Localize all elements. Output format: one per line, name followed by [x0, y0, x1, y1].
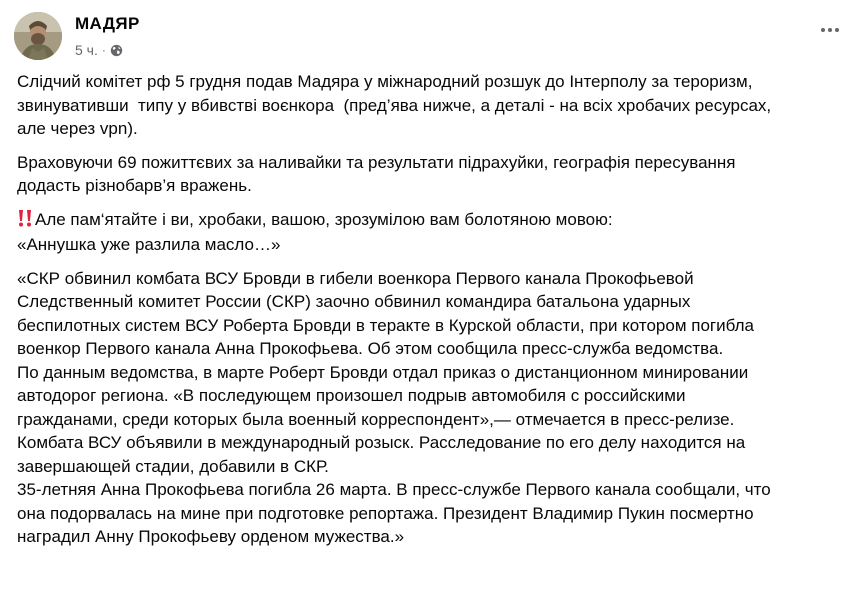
more-horizontal-icon[interactable]	[816, 20, 844, 40]
meta-separator: ·	[101, 43, 106, 57]
warning-text: Але пам‘ятайте і ви, хробаки, вашою, зрозумілою вам болотяною мовою: «Аннушка уже разлила масло…»	[17, 209, 613, 254]
post-quote: «СКР обвинил комбата ВСУ Бровди в гибели военкора Первого канала Прокофьевой Следственный комитет России (СКР) заочно обвинил командира батальона ударных беспилотных систем ВСУ Роберта Бровди в теракте в Курской области, при котором погибла военкор Первого канала Анна Прокофьева. Об этом сообщила пресс-служба ведомства. По данным ведомства, в марте Роберт Бровди отдал приказ о дистанционном минировании автодорог региона. «В последующем произошел подрыв автомобиля с российскими гражданами, среди которых была военный корреспондент»,— отмечается в пресс-релизе. Комбата ВСУ объявили в международный розыск. Расследование по его делу находится на завершающей стадии, добавили в СКР. 35-летняя Анна Прокофьева погибла 26 марта. В пресс-службе Первого канала сообщали, что она подорвалась на мине при подготовке репортажа. Президент Владимир Пукин посмертно наградил Анну Прокофьеву орденом мужества.»	[17, 268, 771, 546]
avatar-image	[14, 12, 62, 60]
post-timestamp[interactable]: 5 ч.	[75, 42, 98, 58]
post-text	[17, 70, 847, 559]
post-paragraph: Враховуючи 69 пожиттєвих за наливайки та результати підрахуйки, географія пересування додасть різнобарв’я вражень.	[17, 152, 736, 195]
avatar[interactable]	[14, 12, 62, 60]
post-paragraph: Слідчий комітет рф 5 грудня подав Мадяра у міжнародний розшук до Інтерполу за тероризм, звинувативши типу у вбивстві воєнкора (пред’ява нижче, а деталі - на всіх хробачих ресурсах, але через vpn).	[17, 72, 772, 138]
post-header	[14, 12, 844, 64]
author-name[interactable]: МАДЯР	[75, 14, 140, 33]
post-meta	[75, 42, 123, 58]
post-paragraph-warning	[17, 208, 847, 257]
globe-icon[interactable]	[110, 44, 123, 57]
double-exclamation-icon	[17, 209, 35, 234]
